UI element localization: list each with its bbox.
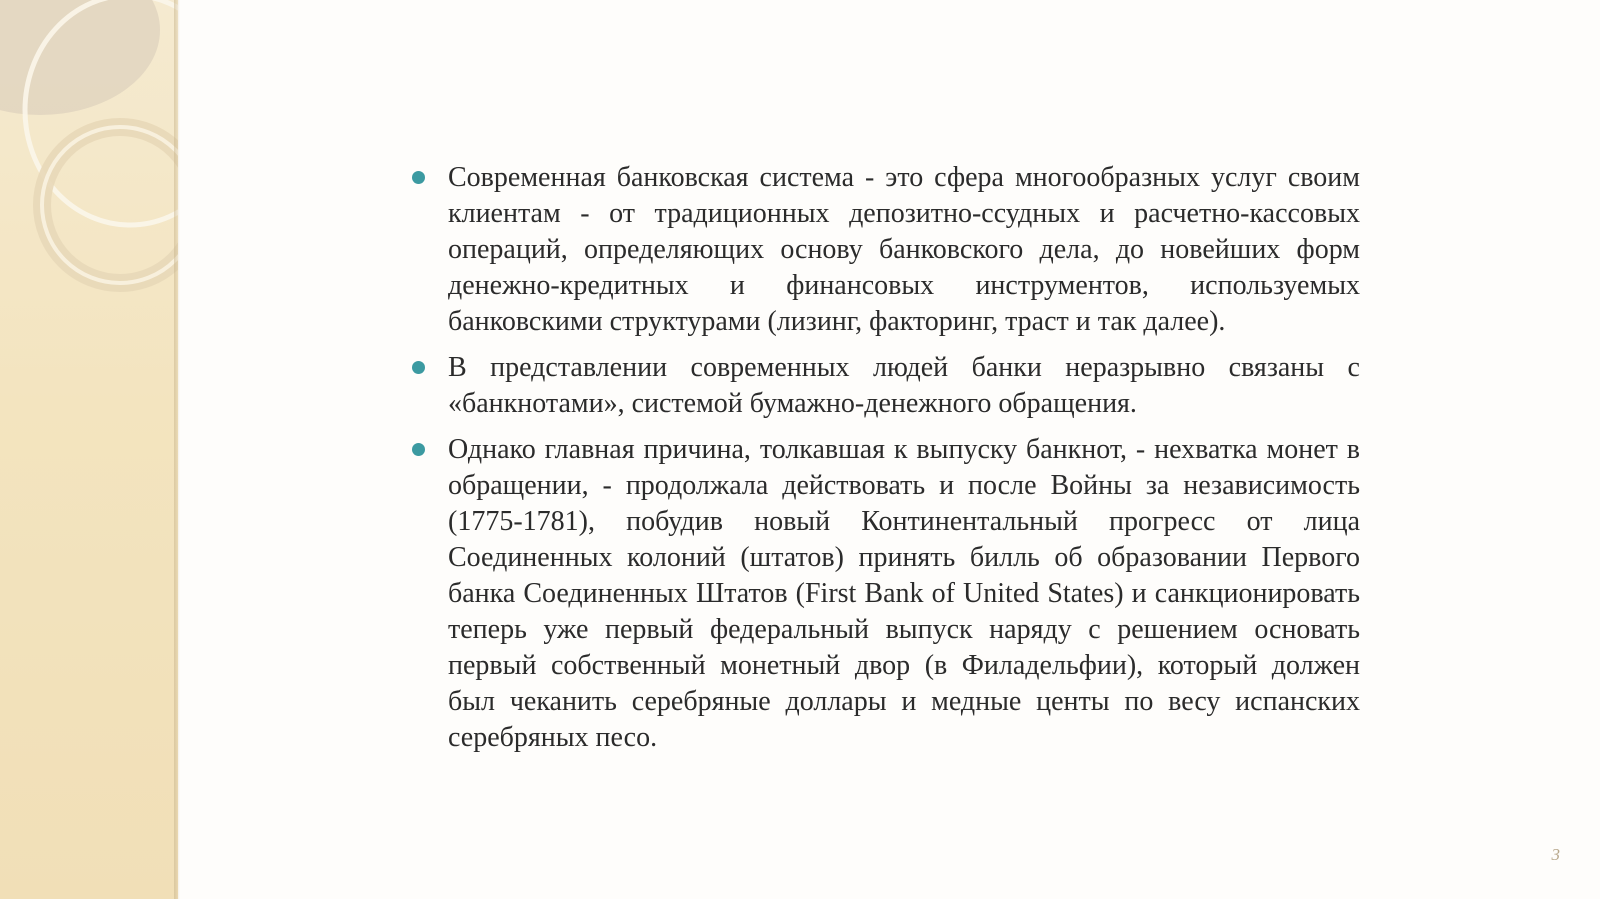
page-number: 3 [1551,845,1560,864]
bullet-text: В представлении современных людей банки неразрывно связаны с «банкнотами», системой бумажно-денежного обращения. [448,352,1360,419]
decorative-rings-graphic [0,0,178,899]
bullet-item [408,350,1360,422]
bullet-list [408,160,1360,766]
dot-bullet-icon [412,361,425,374]
bullet-item [408,432,1360,756]
dot-bullet-icon [412,443,425,456]
bullet-text: Однако главная причина, толкавшая к выпуску банкнот, - нехватка монет в обращении, - продолжала действовать и после Войны за независимость (1775-1781), побудив новый Континентальный прогресс от лица Соединенных колоний (штатов) принять билль об образовании Первого банка Соединенных Штатов (First Bank of United States) и санкционировать теперь уже первый федеральный выпуск наряду с решением основать первый собственный монетный двор (в Филадельфии), который должен был чеканить серебряные доллары и медные центы по весу испанских серебряных песо. [448,434,1360,753]
bullet-item [408,160,1360,340]
decorative-side-panel [0,0,178,899]
bullet-text: Современная банковская система - это сфера многообразных услуг своим клиентам - от традиционных депозитно-ссудных и расчетно-кассовых операций, определяющих основу банковского дела, до новейших форм денежно-кредитных и финансовых инструментов, используемых банковскими структурами (лизинг, факторинг, траст и так далее). [448,162,1360,337]
side-panel-edge [174,0,180,899]
dot-bullet-icon [412,171,425,184]
